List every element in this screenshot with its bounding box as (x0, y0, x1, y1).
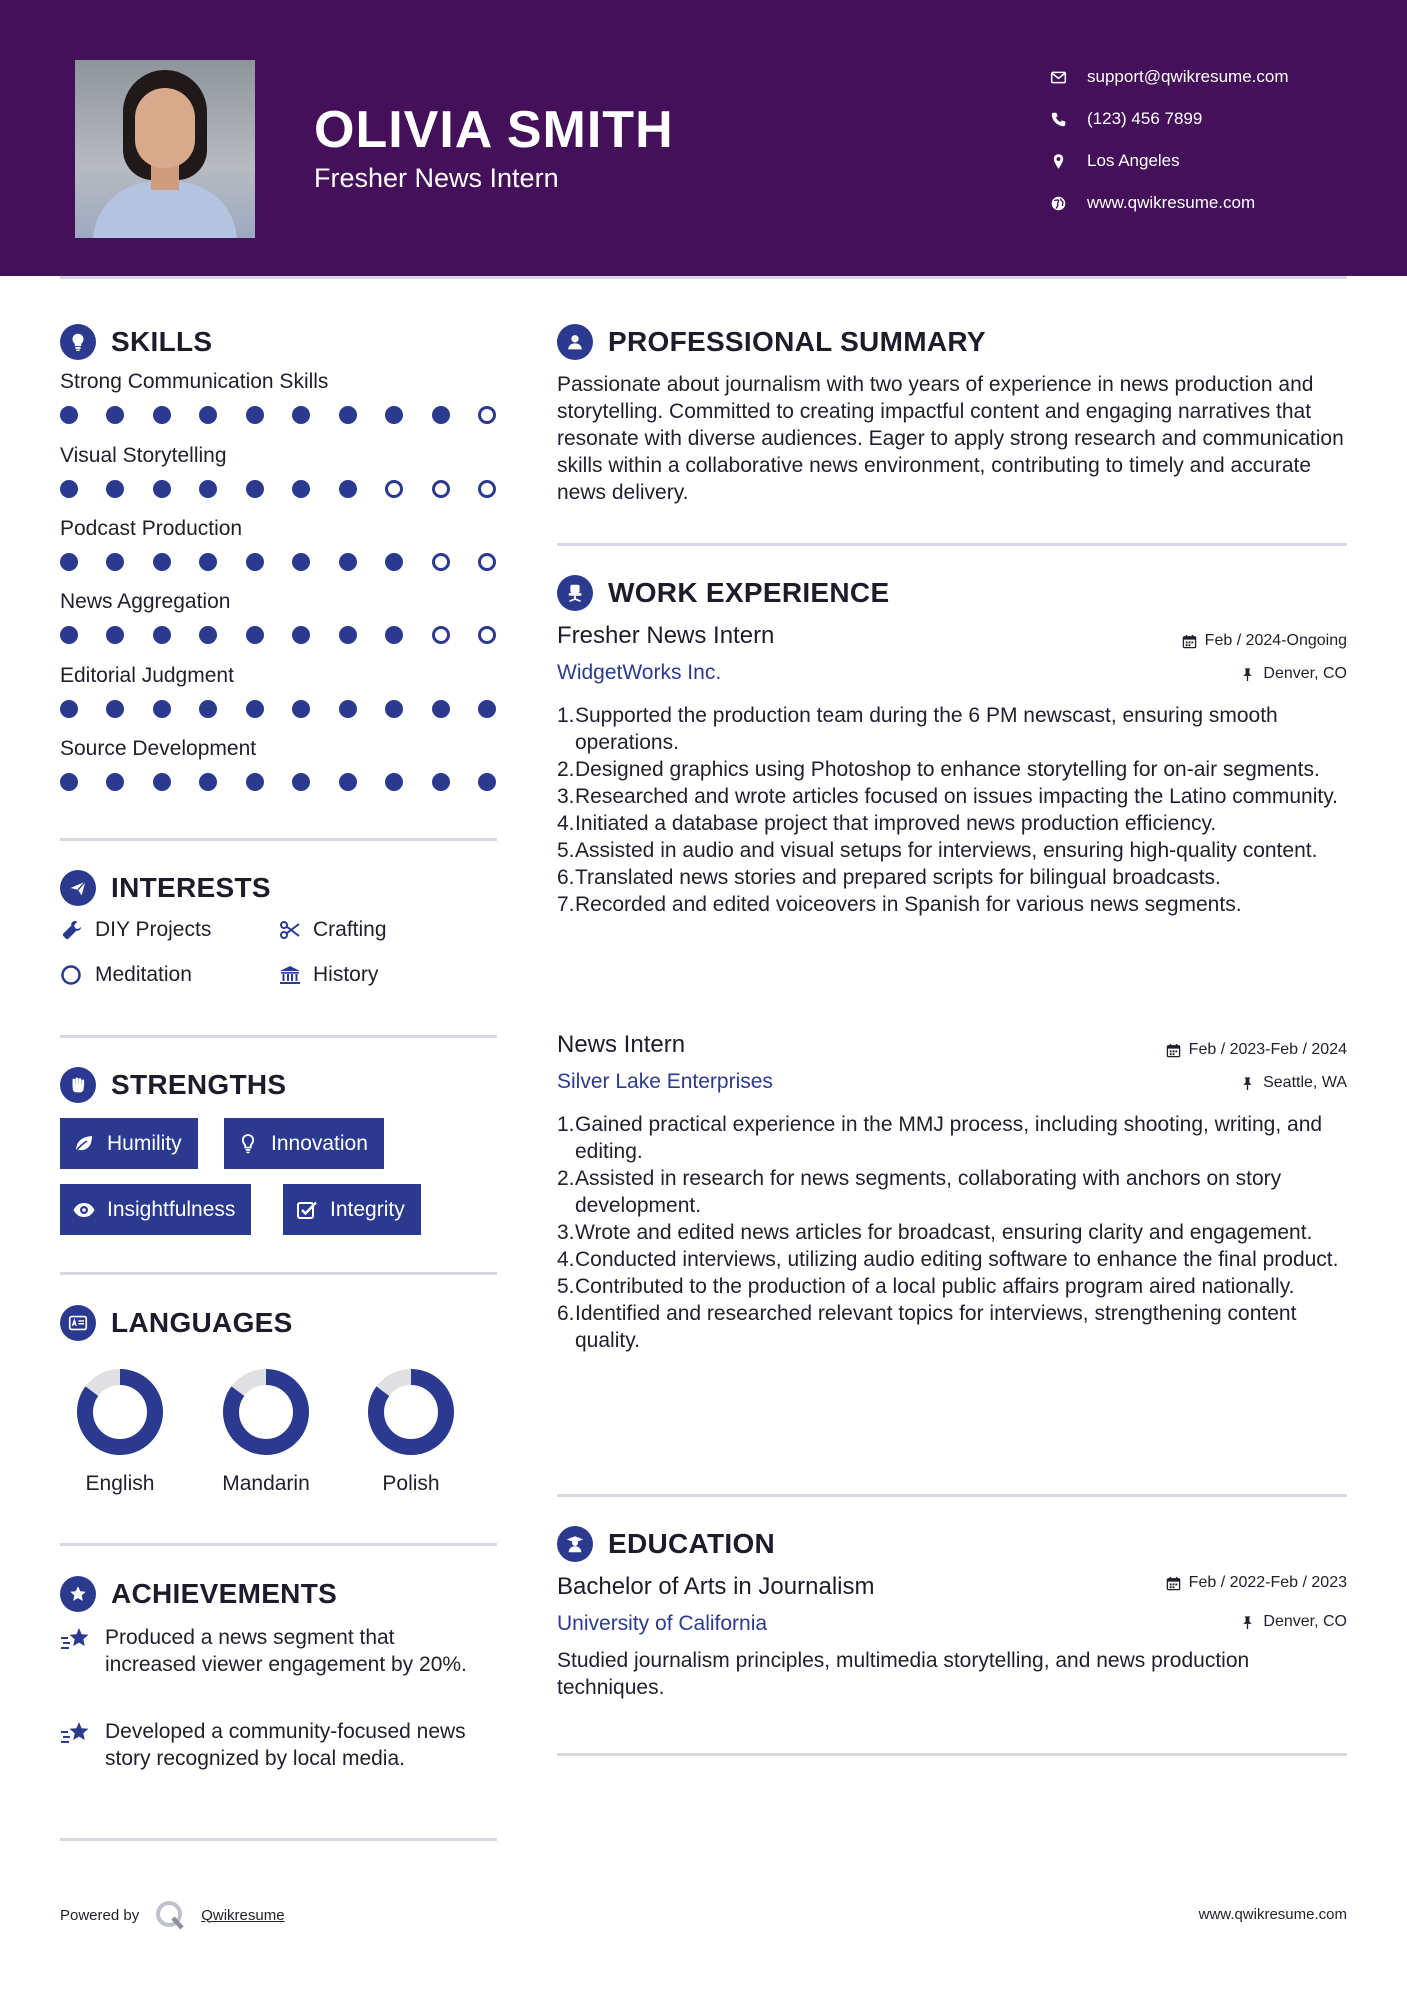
rating-dot-filled (292, 553, 310, 571)
checkbox-icon (295, 1198, 319, 1222)
interests-title: INTERESTS (111, 872, 271, 903)
section-divider (557, 543, 1347, 546)
strength-label: Insightfulness (107, 1197, 236, 1221)
rating-dot-filled (432, 406, 450, 424)
company-name: Silver Lake Enterprises (557, 1070, 773, 1093)
contact-website-text: www.qwikresume.com (1087, 193, 1256, 212)
skill-name: Source Development (60, 737, 257, 760)
contact-location (1050, 140, 1370, 182)
shooting-star-icon (60, 1720, 92, 1748)
skill-name: Visual Storytelling (60, 444, 227, 467)
eye-icon (72, 1198, 96, 1222)
language-item (196, 1367, 336, 1496)
phone-icon (1050, 111, 1087, 128)
skills-title: SKILLS (111, 326, 213, 357)
rating-dot-filled (246, 553, 264, 571)
strength-label: Humility (107, 1131, 182, 1155)
section-divider (557, 1494, 1347, 1497)
language-proficiency-ring (366, 1367, 456, 1457)
rating-dot-filled (246, 773, 264, 791)
globe-icon (1050, 195, 1087, 212)
rating-dot-filled (199, 626, 217, 644)
rating-dot-filled (199, 773, 217, 791)
rating-dot-filled (60, 480, 78, 498)
achievement-text: Produced a news segment that increased viewer engagement by 20%. (105, 1626, 467, 1676)
education-dates (1166, 1574, 1347, 1592)
skill-item (60, 590, 500, 644)
rating-dot-filled (199, 406, 217, 424)
rating-dot-empty (432, 626, 450, 644)
job-location-text: Seattle, WA (1263, 1074, 1347, 1091)
rating-dot-filled (292, 480, 310, 498)
graduate-icon (557, 1526, 593, 1562)
education-heading (557, 1526, 775, 1562)
skill-rating (60, 700, 496, 718)
rating-dot-filled (478, 700, 496, 718)
rating-dot-filled (292, 700, 310, 718)
rating-dot-filled (106, 700, 124, 718)
job-location (1240, 665, 1347, 683)
rating-dot-empty (432, 480, 450, 498)
strength-label: Integrity (330, 1197, 405, 1221)
rating-dot-filled (478, 773, 496, 791)
job-bullet: 7. Recorded and edited voiceovers in Spanish for various news segments. (557, 893, 1242, 916)
rating-dot-filled (153, 773, 171, 791)
job-location-text: Denver, CO (1263, 665, 1347, 682)
interest-label: History (313, 963, 379, 986)
skill-name: Strong Communication Skills (60, 370, 329, 393)
star-badge-icon (60, 1576, 96, 1612)
school-name: University of California (557, 1612, 768, 1635)
footer-powered-by (60, 1898, 285, 1932)
job-dates-text: Feb / 2024-Ongoing (1204, 632, 1347, 649)
rating-dot-filled (339, 480, 357, 498)
summary-heading (557, 324, 986, 360)
circle-icon (60, 963, 84, 987)
resume-header (0, 0, 1407, 276)
skill-rating (60, 553, 496, 571)
job-bullet: 6. Identified and researched relevant topics for interviews, strengthening content quality. (557, 1302, 1297, 1352)
header-divider (60, 276, 1347, 279)
rating-dot-filled (246, 700, 264, 718)
job-bullet: 1. Gained practical experience in the MMJ process, including shooting, writing, and editing. (557, 1113, 1323, 1163)
rating-dot-filled (385, 626, 403, 644)
rating-dot-filled (153, 480, 171, 498)
strength-tag (60, 1184, 251, 1235)
job-bullet: 2. Designed graphics using Photoshop to enhance storytelling for on-air segments. (557, 758, 1320, 781)
rating-dot-filled (339, 553, 357, 571)
job-bullets (557, 702, 1347, 918)
interest-label: DIY Projects (95, 918, 212, 941)
strength-tag (60, 1118, 198, 1169)
lightbulb-icon (236, 1132, 260, 1156)
rating-dot-filled (292, 773, 310, 791)
skill-item (60, 664, 500, 718)
profile-photo (75, 60, 255, 238)
language-item (341, 1367, 481, 1496)
language-name: Polish (382, 1472, 440, 1495)
contact-website[interactable] (1050, 182, 1370, 224)
qwikresume-logo-icon (153, 1898, 187, 1932)
candidate-name: OLIVIA SMITH (314, 101, 674, 159)
education-title: EDUCATION (608, 1528, 776, 1559)
education-dates-text: Feb / 2022-Feb / 2023 (1188, 1574, 1347, 1591)
rating-dot-filled (385, 773, 403, 791)
degree-title: Bachelor of Arts in Journalism (557, 1573, 875, 1600)
rating-dot-filled (339, 700, 357, 718)
rating-dot-filled (153, 553, 171, 571)
powered-by-text: Powered by (60, 1906, 140, 1924)
rating-dot-filled (199, 480, 217, 498)
skill-rating (60, 480, 496, 498)
map-pin-icon (1050, 153, 1087, 170)
rating-dot-filled (385, 406, 403, 424)
job-bullet: 1. Supported the production team during the 6 PM newscast, ensuring smooth operations. (557, 704, 1278, 754)
interest-item (278, 963, 378, 987)
languages-heading (60, 1305, 293, 1341)
contact-email-text: support@qwikresume.com (1087, 67, 1289, 86)
achievements-heading (60, 1576, 337, 1612)
section-divider (60, 1272, 497, 1275)
job-bullet: 5. Contributed to the production of a local public affairs program aired nationally. (557, 1275, 1295, 1298)
job-bullet: 3. Researched and wrote articles focused on issues impacting the Latino community. (557, 785, 1339, 808)
contact-email[interactable] (1050, 56, 1370, 98)
rating-dot-filled (246, 406, 264, 424)
wrench-icon (60, 918, 84, 942)
section-divider (60, 838, 497, 841)
rating-dot-filled (153, 700, 171, 718)
rating-dot-filled (106, 553, 124, 571)
education-location-text: Denver, CO (1263, 1613, 1347, 1630)
bank-icon (278, 963, 302, 987)
strengths-heading (60, 1067, 286, 1103)
skill-item (60, 737, 500, 791)
rating-dot-filled (292, 406, 310, 424)
job-dates (1166, 1041, 1347, 1059)
rating-dot-filled (339, 773, 357, 791)
pushpin-icon (1240, 1615, 1255, 1630)
job-title: News Intern (557, 1031, 686, 1058)
rating-dot-empty (478, 626, 496, 644)
skill-name: Podcast Production (60, 517, 243, 540)
strength-label: Innovation (271, 1131, 368, 1155)
paper-plane-icon (60, 870, 96, 906)
pushpin-icon (1240, 1076, 1255, 1091)
interest-label: Meditation (95, 963, 192, 986)
skill-item (60, 517, 500, 571)
user-icon (557, 324, 593, 360)
job-bullets (557, 1111, 1347, 1354)
experience-heading (557, 575, 889, 611)
calendar-icon (1166, 1576, 1181, 1591)
contact-location-text: Los Angeles (1087, 151, 1180, 170)
leaf-icon (72, 1132, 96, 1156)
rating-dot-filled (199, 553, 217, 571)
company-name: WidgetWorks Inc. (557, 661, 722, 684)
achievement-text: Developed a community-focused news story recognized by local media. (105, 1720, 466, 1770)
rating-dot-filled (199, 700, 217, 718)
rating-dot-filled (339, 406, 357, 424)
skill-name: Editorial Judgment (60, 664, 234, 687)
candidate-role: Fresher News Intern (314, 163, 559, 193)
job-title: Fresher News Intern (557, 622, 775, 649)
job-bullet: 3. Wrote and edited news articles for broadcast, ensuring clarity and engagement. (557, 1221, 1313, 1244)
rating-dot-filled (339, 626, 357, 644)
calendar-icon (1182, 634, 1197, 649)
section-divider (60, 1035, 497, 1038)
skill-rating (60, 626, 496, 644)
rating-dot-filled (60, 626, 78, 644)
job-bullet: 4. Conducted interviews, utilizing audio editing software to enhance the final product. (557, 1248, 1339, 1271)
brand-link[interactable]: Qwikresume (201, 1906, 285, 1924)
skills-heading (60, 324, 212, 360)
language-name: Mandarin (222, 1472, 310, 1495)
office-chair-icon (557, 575, 593, 611)
rating-dot-filled (60, 406, 78, 424)
job-bullet: 6. Translated news stories and prepared scripts for bilingual broadcasts. (557, 866, 1221, 889)
pushpin-icon (1240, 667, 1255, 682)
lightbulb-icon (60, 324, 96, 360)
rating-dot-filled (106, 773, 124, 791)
job-bullet: 4. Initiated a database project that improved news production efficiency. (557, 812, 1217, 835)
languages-title: LANGUAGES (111, 1307, 293, 1338)
language-name: English (85, 1472, 155, 1495)
interests-heading (60, 870, 271, 906)
skill-item (60, 444, 500, 498)
contact-phone-text: (123) 456 7899 (1087, 109, 1203, 128)
language-item (50, 1367, 190, 1496)
rating-dot-filled (106, 480, 124, 498)
scissors-icon (278, 918, 302, 942)
section-divider (60, 1838, 497, 1841)
interest-item (278, 918, 387, 942)
job-dates-text: Feb / 2023-Feb / 2024 (1188, 1041, 1347, 1058)
rating-dot-filled (106, 626, 124, 644)
rating-dot-filled (385, 553, 403, 571)
achievements-title: ACHIEVEMENTS (111, 1578, 338, 1609)
rating-dot-filled (60, 700, 78, 718)
rating-dot-filled (246, 626, 264, 644)
contact-list (1050, 56, 1370, 224)
strength-tag (283, 1184, 421, 1235)
job-dates (1182, 632, 1347, 650)
rating-dot-filled (60, 773, 78, 791)
language-card-icon (60, 1305, 96, 1341)
achievement-item (60, 1624, 480, 1678)
education-description: Studied journalism principles, multimedia storytelling, and news production techniques. (557, 1649, 1250, 1699)
skill-name: News Aggregation (60, 590, 231, 613)
rating-dot-filled (153, 406, 171, 424)
rating-dot-empty (478, 553, 496, 571)
skill-rating (60, 406, 496, 424)
rating-dot-filled (292, 626, 310, 644)
section-divider (60, 1543, 497, 1546)
rating-dot-empty (385, 480, 403, 498)
skill-item (60, 370, 500, 424)
interest-item (60, 918, 211, 942)
skill-rating (60, 773, 496, 791)
calendar-icon (1166, 1043, 1181, 1058)
summary-title: PROFESSIONAL SUMMARY (608, 326, 986, 357)
language-proficiency-ring (75, 1367, 165, 1457)
fist-icon (60, 1067, 96, 1103)
section-divider (557, 1753, 1347, 1756)
job-bullet: 2. Assisted in research for news segments, collaborating with anchors on story development. (557, 1167, 1282, 1217)
rating-dot-empty (478, 480, 496, 498)
shooting-star-icon (60, 1626, 92, 1654)
interest-item (60, 963, 192, 987)
experience-title: WORK EXPERIENCE (608, 577, 890, 608)
achievement-item (60, 1718, 480, 1772)
contact-phone[interactable] (1050, 98, 1370, 140)
strengths-title: STRENGTHS (111, 1069, 287, 1100)
language-proficiency-ring (221, 1367, 311, 1457)
job-bullet: 5. Assisted in audio and visual setups for interviews, ensuring high-quality content. (557, 839, 1318, 862)
summary-text: Passionate about journalism with two years of experience in news production and storytelling. Committed to creating impactful content and engaging narratives that resonate with diverse audiences. Eager to apply strong research and communication skills within a collaborative news environment, contributing to timely and accurate news delivery. (557, 373, 1344, 504)
rating-dot-filled (246, 480, 264, 498)
education-location (1240, 1613, 1347, 1631)
rating-dot-filled (153, 626, 171, 644)
interest-label: Crafting (313, 918, 387, 941)
rating-dot-empty (478, 406, 496, 424)
rating-dot-filled (432, 773, 450, 791)
strength-tag (224, 1118, 384, 1169)
rating-dot-filled (106, 406, 124, 424)
rating-dot-filled (432, 700, 450, 718)
footer-url[interactable]: www.qwikresume.com (1198, 1906, 1347, 1923)
rating-dot-empty (432, 553, 450, 571)
rating-dot-filled (60, 553, 78, 571)
rating-dot-filled (385, 700, 403, 718)
envelope-icon (1050, 69, 1087, 86)
job-location (1240, 1074, 1347, 1092)
